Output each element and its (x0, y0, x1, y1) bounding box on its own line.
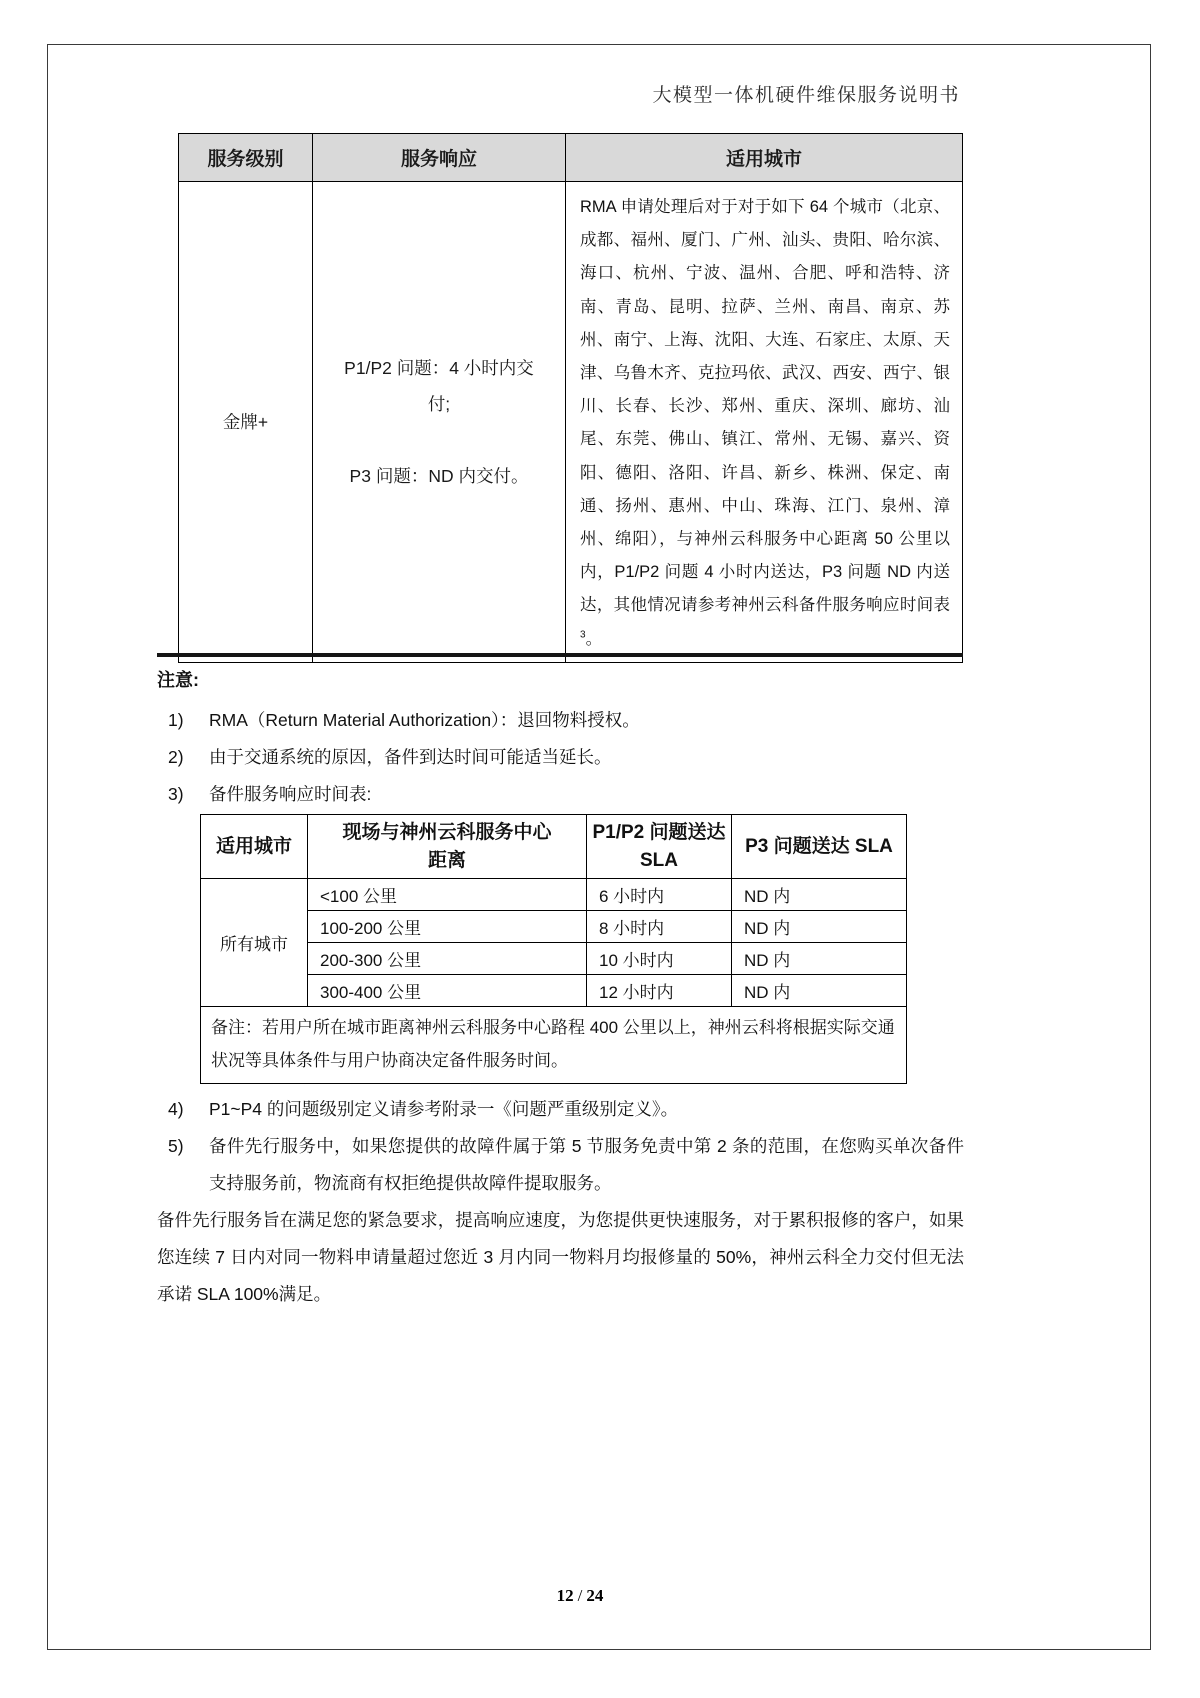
note-text: 备件服务响应时间表: (209, 784, 372, 804)
distance-cell: 100-200 公里 (308, 911, 587, 943)
closing-paragraph: 备件先行服务旨在满足您的紧急要求，提高响应速度，为您提供更快速服务，对于累积报修的客户，如果您连续 7 日内对同一物料申请量超过您近 3 月内同一物料月均报修量的 50%，神州云科全力交付但无法承诺 SLA 100%满足。 (157, 1210, 964, 1304)
column-header-distance: 现场与神州云科服务中心距离 (308, 815, 587, 879)
note-text: P1~P4 的问题级别定义请参考附录一《问题严重级别定义》。 (209, 1099, 679, 1119)
footnote-ref: 3 (580, 629, 586, 641)
document-title: 大模型一体机硬件维保服务说明书 (652, 85, 960, 106)
p12-sla-cell: 12 小时内 (587, 975, 732, 1007)
service-table-data-row (179, 182, 963, 663)
note-text: 备件先行服务中，如果您提供的故障件属于第 5 节服务免责中第 2 条的范围，在您购买单次备件支持服务前，物流商有权拒绝提供故障件提取服务。 (209, 1136, 964, 1193)
sla-row-1 (201, 879, 907, 911)
response-p12-text: P1/P2 问题：4 小时内交付; (344, 357, 534, 414)
note-number: 4) (168, 1099, 184, 1119)
column-header-service-level: 服务级别 (179, 134, 313, 182)
note-item-5 (157, 1128, 964, 1202)
page-footer (0, 1586, 1160, 1606)
page-number: 12 (556, 1586, 574, 1605)
distance-cell: 200-300 公里 (308, 943, 587, 975)
city-group-cell: 所有城市 (201, 879, 308, 1007)
page-separator: / (577, 1586, 583, 1605)
service-table-header-row (179, 134, 963, 182)
column-header-p3-sla: P3 问题送达 SLA (732, 815, 907, 879)
cities-text: RMA 申请处理后对于对于如下 64 个城市（北京、成都、福州、厦门、广州、汕头、贵阳、哈尔滨、海口、杭州、宁波、温州、合肥、呼和浩特、济南、青岛、昆明、拉萨、兰州、南昌、南京、苏州、南宁、上海、沈阳、大连、石家庄、太原、天津、乌鲁木齐、克拉玛依、武汉、西安、西宁、银川、长春、长沙、郑州、重庆、深圳、廊坊、汕尾、东莞、佛山、镇江、常州、无锡、嘉兴、资阳、德阳、洛阳、许昌、新乡、株洲、保定、南通、扬州、惠州、中山、珠海、江门、泉州、漳州、绵阳），与神州云科服务中心距离 50 公里以内，P1/P2 问题 4 小时内送达，P3 问题 ND 内送达，其他情况请参考神州云科备件服务响应时间表 (580, 198, 950, 615)
spare-parts-sla-table (200, 814, 907, 1084)
column-header-applicable-cities: 适用城市 (566, 134, 963, 182)
column-header-service-response: 服务响应 (313, 134, 566, 182)
service-response-cell (313, 182, 566, 663)
distance-cell: 300-400 公里 (308, 975, 587, 1007)
p12-sla-cell: 10 小时内 (587, 943, 732, 975)
p3-sla-cell: ND 内 (732, 975, 907, 1007)
distance-cell: <100 公里 (308, 879, 587, 911)
total-pages: 24 (586, 1586, 604, 1605)
section-divider-rule (157, 653, 963, 657)
sla-remark-cell: 备注：若用户所在城市距离神州云科服务中心路程 400 公里以上，神州云科将根据实际交通状况等具体条件与用户协商决定备件服务时间。 (201, 1007, 907, 1084)
note-text: RMA（Return Material Authorization）：退回物料授权。 (209, 710, 640, 730)
note-text: 由于交通系统的原因，备件到达时间可能适当延长。 (209, 747, 612, 767)
note-item-1 (157, 702, 964, 739)
service-level-cell: 金牌+ (179, 182, 313, 663)
note-number: 1) (168, 710, 184, 730)
response-p3-text: P3 问题：ND 内交付。 (349, 465, 529, 486)
p3-sla-cell: ND 内 (732, 943, 907, 975)
note-number: 3) (168, 784, 184, 804)
note-item-3 (157, 776, 964, 813)
notes-heading: 注意: (157, 670, 199, 690)
applicable-cities-cell (566, 182, 963, 663)
sla-remark-row (201, 1007, 907, 1084)
note-item-2 (157, 739, 964, 776)
notes-section (157, 666, 964, 1331)
note-number: 5) (168, 1136, 184, 1156)
p3-sla-cell: ND 内 (732, 879, 907, 911)
cities-text-end: 。 (585, 629, 603, 648)
column-header-city: 适用城市 (201, 815, 308, 879)
p12-sla-cell: 8 小时内 (587, 911, 732, 943)
note-item-4 (157, 1091, 964, 1128)
service-level-table (178, 133, 963, 663)
sla-table-header-row (201, 815, 907, 879)
note-number: 2) (168, 747, 184, 767)
p12-sla-cell: 6 小时内 (587, 879, 732, 911)
column-header-p12-sla: P1/P2 问题送达 SLA (587, 815, 732, 879)
p3-sla-cell: ND 内 (732, 911, 907, 943)
